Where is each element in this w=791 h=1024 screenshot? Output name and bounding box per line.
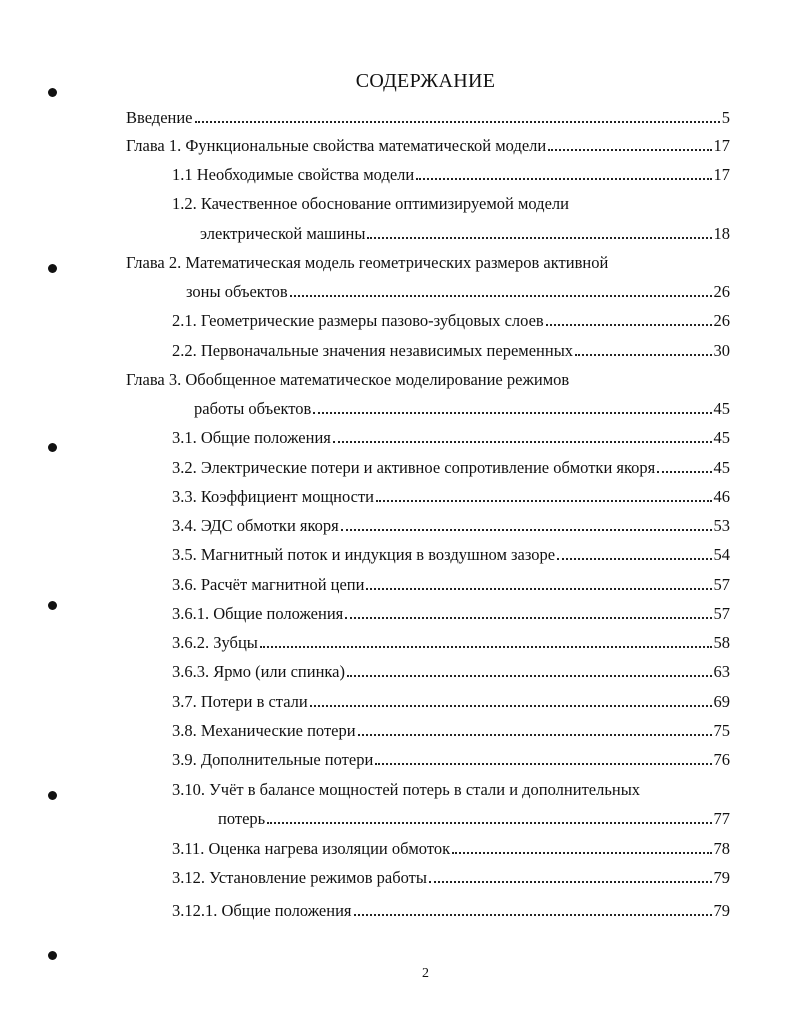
toc-entry-page: 30 [713,341,730,360]
toc-entry-title: зоны объектов [186,282,288,301]
dot-leader [376,500,711,502]
toc-entry-title: Глава 2. Математическая модель геометрических размеров активной [126,253,609,272]
toc-entry [172,165,730,185]
dot-leader [310,705,712,707]
toc-entry-page: 79 [713,868,730,887]
toc-entry-page: 58 [713,633,730,652]
dot-leader [345,617,711,619]
toc-entry-title: 3.12.1. Общие положения [172,901,352,920]
toc-entry-page: 78 [713,839,730,858]
toc-entry [172,692,730,712]
punch-hole-mark [48,951,57,960]
toc-entry-page: 17 [713,136,730,155]
dot-leader [657,471,711,473]
toc-entry-title: 3.6.1. Общие положения [172,604,344,623]
toc-entry [172,780,730,800]
dot-leader [260,646,712,648]
page-number: 2 [422,966,429,981]
toc-entry-title: 3.10. Учёт в балансе мощностей потерь в стали и дополнительных [172,780,641,799]
toc-entry [172,662,730,682]
toc-entry-title: 1.2. Качественное обоснование оптимизируемой модели [172,194,569,213]
toc-entry-page: 76 [713,750,730,769]
toc-entry-page: 57 [713,575,730,594]
dot-leader [358,734,712,736]
toc-entry [172,487,730,507]
toc-entry [126,136,730,156]
toc-entry-title: 2.1. Геометрические размеры пазово-зубцовых слоев [172,311,544,330]
toc-entry-title: работы объектов [194,399,312,418]
toc-entry [172,721,730,741]
toc-entry-title: потерь [218,809,266,828]
toc-entry-title: 3.9. Дополнительные потери [172,750,374,769]
toc-entry [186,282,730,302]
toc-entry-title: 3.3. Коэффициент мощности [172,487,375,506]
toc-entry-title: Введение [126,108,193,127]
toc-entry-title: 3.1. Общие положения [172,428,331,447]
dot-leader [546,324,712,326]
toc-entry-page: 69 [713,692,730,711]
toc-entry-page: 46 [713,487,730,506]
toc-entry-title: 3.7. Потери в стали [172,692,308,711]
dot-leader [575,354,711,356]
toc-entry [172,839,730,859]
dot-leader [347,675,712,677]
dot-leader [375,763,711,765]
punch-hole-mark [48,601,57,610]
punch-hole-mark [48,264,57,273]
toc-entry [172,575,730,595]
toc-entry-title: электрической машины [200,224,366,243]
dot-leader [557,558,711,560]
toc-entry-title: 2.2. Первоначальные значения независимых переменных [172,341,574,360]
toc-entry [172,428,730,448]
dot-leader [452,852,711,854]
toc-entry-page: 79 [713,901,730,920]
toc-entry-title: 3.4. ЭДС обмотки якоря [172,516,339,535]
dot-leader [429,881,712,883]
toc-entry [172,868,730,888]
toc-entry-title: Глава 3. Обобщенное математическое моделирование режимов [126,370,570,389]
toc-entry-page: 26 [713,311,730,330]
toc-entry [172,194,730,214]
toc-entry-title: 3.2. Электрические потери и активное сопротивление обмотки якоря [172,458,656,477]
toc-entry-title: 3.5. Магнитный поток и индукция в воздушном зазоре [172,545,556,564]
dot-leader [267,822,711,824]
toc-entry-page: 18 [713,224,730,243]
toc-entry [172,633,730,653]
punch-hole-mark [48,791,57,800]
toc-entry [194,399,730,419]
toc-entry-page: 57 [713,604,730,623]
dot-leader [366,588,711,590]
toc-entry-title: 3.8. Механические потери [172,721,356,740]
toc-entry-title: 3.12. Установление режимов работы [172,868,427,887]
toc-entry-page: 53 [713,516,730,535]
toc-entry [172,516,730,536]
page-title: СОДЕРЖАНИЕ [355,70,496,92]
toc-entry [172,604,730,624]
dot-leader [195,121,720,123]
toc-entry [218,809,730,829]
toc-entry-page: 75 [713,721,730,740]
toc-entry [172,458,730,478]
toc-entry [126,253,730,273]
toc-entry-page: 45 [713,458,730,477]
toc-entry-page: 77 [713,809,730,828]
toc-entry-title: 3.6.2. Зубцы [172,633,258,652]
dot-leader [333,441,712,443]
toc-entry-title: 3.6.3. Ярмо (или спинка) [172,662,345,681]
toc-entry [172,341,730,361]
toc-entry [126,108,730,128]
dot-leader [290,295,712,297]
dot-leader [548,149,711,151]
toc-entry [172,750,730,770]
toc-entry [172,545,730,565]
dot-leader [341,529,712,531]
toc-entry-page: 54 [713,545,730,564]
toc-entry [126,370,730,390]
toc-entry [172,901,730,921]
toc-entry-page: 5 [721,108,730,127]
toc-entry [200,224,730,244]
dot-leader [367,237,711,239]
dot-leader [354,914,712,916]
toc-entry-page: 45 [713,428,730,447]
toc-entry-page: 45 [713,399,730,418]
dot-leader [416,178,711,180]
toc-entry-page: 63 [713,662,730,681]
dot-leader [313,412,711,414]
toc-entry-title: Глава 1. Функциональные свойства математической модели [126,136,547,155]
toc-entry-title: 1.1 Необходимые свойства модели [172,165,415,184]
toc-entry-page: 17 [713,165,730,184]
toc-entry-page: 26 [713,282,730,301]
punch-hole-mark [48,88,57,97]
toc-entry [172,311,730,331]
toc-entry-title: 3.6. Расчёт магнитной цепи [172,575,365,594]
toc-entry-title: 3.11. Оценка нагрева изоляции обмоток [172,839,451,858]
punch-hole-mark [48,443,57,452]
